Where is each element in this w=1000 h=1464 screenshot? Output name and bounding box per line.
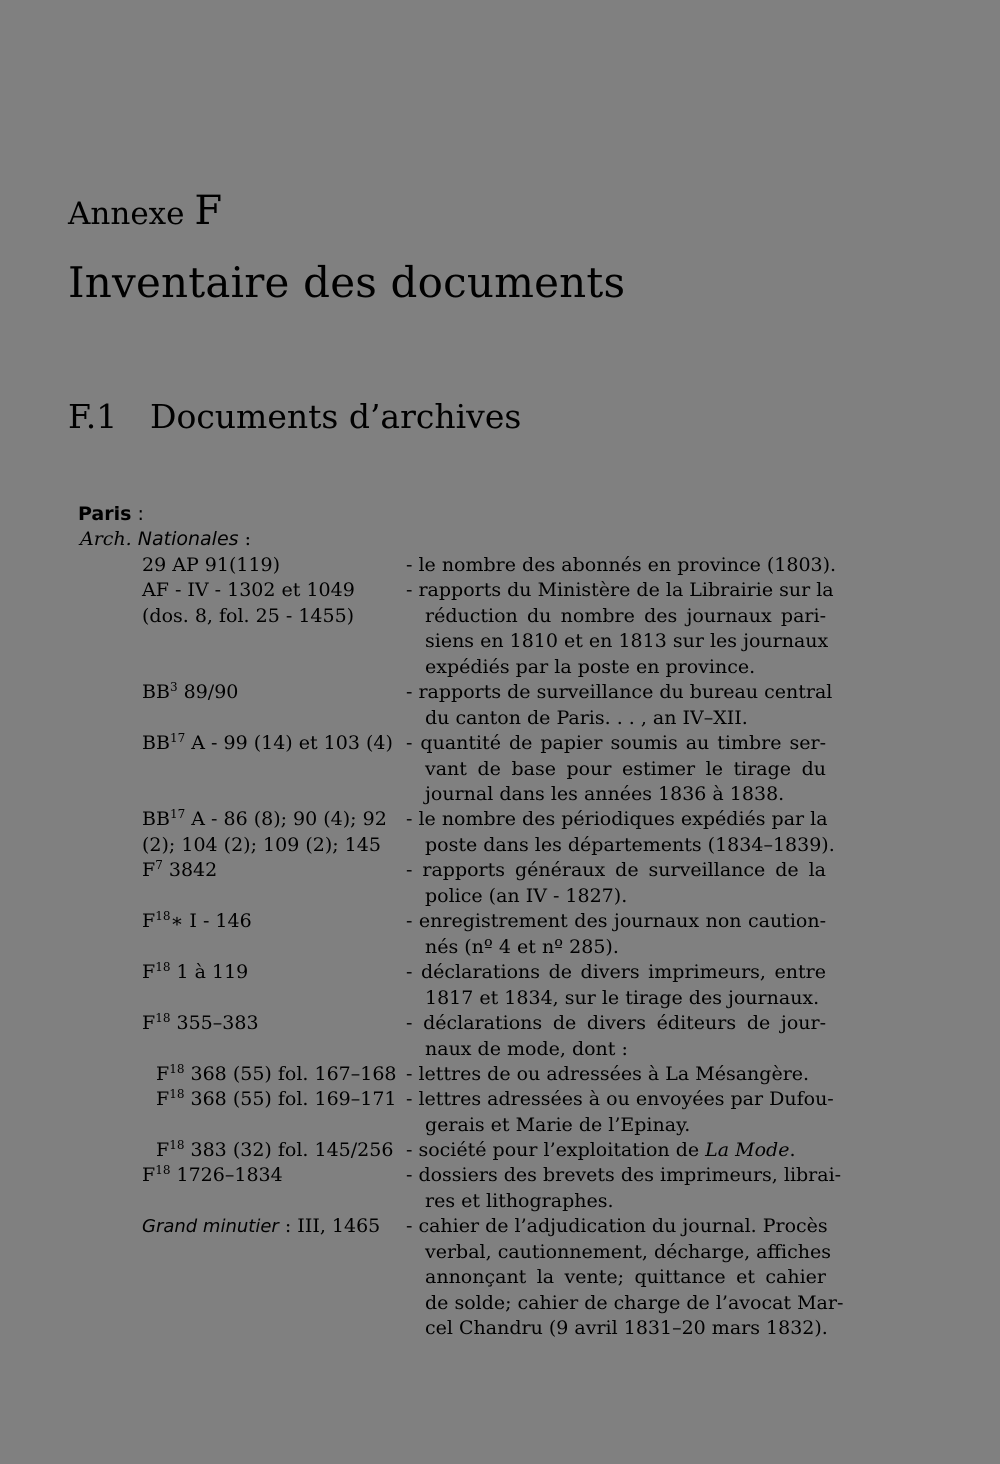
document-description: - dossiers des brevets des imprimeurs, librai- res et lithographes.	[406, 1164, 842, 1212]
document-reference: $F^{18}$ 368 (55) fol. 169–171	[156, 1087, 397, 1110]
document-description: - le nombre des périodiques expédiés par la poste dans les départements (1834–1839).	[406, 808, 835, 856]
document-description: - déclarations de divers éditeurs de jour- naux de mode, dont :	[406, 1012, 826, 1060]
document-description: - rapports du Ministère de la Librairie sur la réduction du nombre des journaux pari- siens en 1810 et en 1813 sur les journaux expédiés par la poste en province.	[406, 579, 834, 678]
document-reference: $F^{18}∗$ I - 146	[142, 909, 252, 932]
document-reference: 29 AP 91(119)	[142, 554, 281, 576]
location-city: Paris :	[78, 503, 144, 525]
document-description: - société pour l’exploitation de La Mode.	[406, 1139, 796, 1161]
document-reference: Grand minutier : III, 1465	[142, 1215, 381, 1237]
document-description: - rapports de surveillance du bureau central du canton de Paris. . . , an IV–XII.	[406, 681, 833, 729]
chapter-label	[68, 188, 222, 234]
document-reference: $F^7$ 3842	[142, 858, 218, 881]
document-description: - le nombre des abonnés en province (1803).	[406, 554, 837, 576]
document-reference: AF - IV - 1302 et 1049 (dos. 8, fol. 25 - 1455)	[142, 579, 355, 627]
document-reference: $F^{18}$ 1 à 119	[142, 960, 249, 983]
document-reference: BB$^{17}$ A - 99 (14) et 103 (4)	[142, 731, 393, 754]
document-description: - quantité de papier soumis au timbre ser- vant de base pour estimer le tirage du journal dans les années 1836 à 1838.	[406, 732, 826, 805]
document-reference: $F^{18}$ 383 (32) fol. 145/256	[156, 1138, 394, 1161]
chapter-letter: F	[194, 188, 223, 234]
document-reference: $BB^3$ 89/90	[142, 680, 239, 703]
document-description: - cahier de l’adjudication du journal. Procès verbal, cautionnement, décharge, affiches annonçant la vente; quittance et cahier de solde; cahier de charge de l’avocat Mar- cel Chandru (9 avril 1831–20 mars 1832).	[406, 1215, 844, 1339]
document-description: - lettres de ou adressées à La Mésangère.	[406, 1063, 810, 1085]
document-description: - déclarations de divers imprimeurs, entre 1817 et 1834, sur le tirage des journaux.	[406, 961, 826, 1009]
chapter-word: Annexe	[68, 196, 185, 232]
document-description: - lettres adressées à ou envoyées par Dufou- gerais et Marie de l’Epinay.	[406, 1088, 834, 1136]
document-description: - enregistrement des journaux non caution- nés (nº 4 et nº 285).	[406, 910, 826, 958]
section-heading	[68, 397, 521, 436]
document-reference: $F^{18}$ 1726–1834	[142, 1163, 283, 1186]
archive-name: Arch. Nationales :	[80, 528, 251, 550]
chapter-title: Inventaire des documents	[68, 258, 626, 307]
section-number: F.1	[68, 397, 118, 436]
document-description: - rapports généraux de surveillance de la police (an IV - 1827).	[406, 859, 826, 907]
document-reference: BB$^{17}$ A - 86 (8); 90 (4); 92 (2); 104 (2); 109 (2); 145	[142, 807, 387, 856]
document-reference: $F^{18}$ 355–383	[142, 1011, 259, 1034]
document-reference: $F^{18}$ 368 (55) fol. 167–168	[156, 1062, 397, 1085]
section-title: Documents d’archives	[150, 397, 522, 436]
